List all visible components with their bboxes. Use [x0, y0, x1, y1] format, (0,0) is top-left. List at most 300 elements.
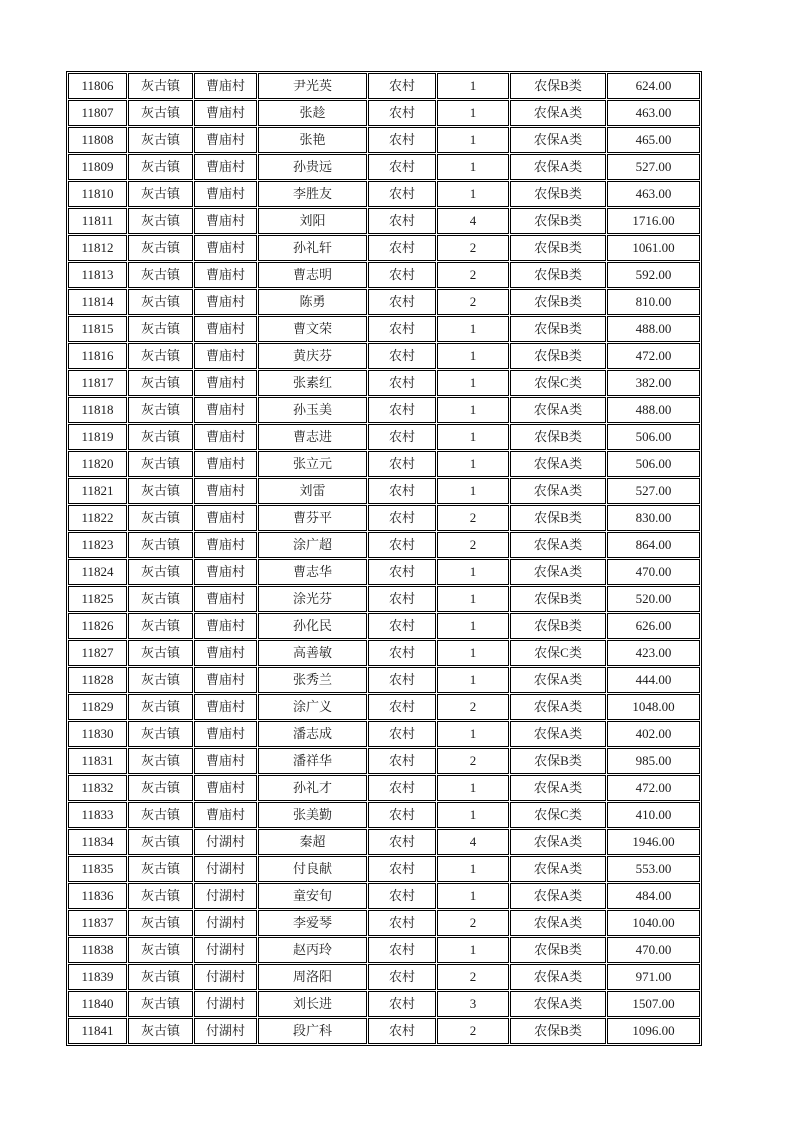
cell-record-id: 11816	[68, 343, 127, 369]
cell-person-name: 涂广超	[258, 532, 367, 558]
cell-record-id: 11822	[68, 505, 127, 531]
cell-amount: 488.00	[607, 397, 700, 423]
cell-residence-type: 农村	[368, 1018, 436, 1044]
cell-residence-type: 农村	[368, 883, 436, 909]
table-row	[68, 721, 700, 747]
cell-person-name: 潘志成	[258, 721, 367, 747]
cell-insurance-category: 农保C类	[510, 370, 606, 396]
cell-town: 灰古镇	[128, 883, 193, 909]
cell-person-count: 2	[437, 532, 509, 558]
cell-residence-type: 农村	[368, 316, 436, 342]
cell-village: 曹庙村	[194, 505, 257, 531]
cell-person-name: 孙化民	[258, 613, 367, 639]
cell-town: 灰古镇	[128, 721, 193, 747]
cell-person-name: 付良献	[258, 856, 367, 882]
cell-person-name: 潘祥华	[258, 748, 367, 774]
table-row	[68, 505, 700, 531]
cell-person-name: 涂光芬	[258, 586, 367, 612]
cell-town: 灰古镇	[128, 505, 193, 531]
cell-town: 灰古镇	[128, 559, 193, 585]
cell-residence-type: 农村	[368, 856, 436, 882]
cell-record-id: 11838	[68, 937, 127, 963]
cell-insurance-category: 农保A类	[510, 667, 606, 693]
table-row	[68, 370, 700, 396]
cell-record-id: 11813	[68, 262, 127, 288]
cell-village: 付湖村	[194, 829, 257, 855]
table-row	[68, 883, 700, 909]
cell-person-name: 张立元	[258, 451, 367, 477]
cell-person-name: 刘长进	[258, 991, 367, 1017]
cell-village: 曹庙村	[194, 154, 257, 180]
cell-village: 付湖村	[194, 883, 257, 909]
cell-insurance-category: 农保A类	[510, 829, 606, 855]
cell-insurance-category: 农保A类	[510, 910, 606, 936]
cell-person-name: 张秀兰	[258, 667, 367, 693]
cell-person-name: 涂广义	[258, 694, 367, 720]
table-row	[68, 154, 700, 180]
cell-person-name: 曹芬平	[258, 505, 367, 531]
cell-amount: 553.00	[607, 856, 700, 882]
table-row	[68, 667, 700, 693]
cell-insurance-category: 农保A类	[510, 397, 606, 423]
cell-person-count: 1	[437, 451, 509, 477]
cell-person-name: 黄庆芬	[258, 343, 367, 369]
table-row	[68, 100, 700, 126]
cell-amount: 1061.00	[607, 235, 700, 261]
cell-insurance-category: 农保B类	[510, 343, 606, 369]
table-row	[68, 775, 700, 801]
table-row	[68, 478, 700, 504]
cell-person-count: 2	[437, 910, 509, 936]
cell-person-name: 孙玉美	[258, 397, 367, 423]
cell-village: 曹庙村	[194, 289, 257, 315]
cell-record-id: 11825	[68, 586, 127, 612]
cell-amount: 472.00	[607, 775, 700, 801]
cell-amount: 463.00	[607, 100, 700, 126]
cell-amount: 520.00	[607, 586, 700, 612]
cell-village: 付湖村	[194, 856, 257, 882]
cell-town: 灰古镇	[128, 640, 193, 666]
cell-amount: 402.00	[607, 721, 700, 747]
cell-residence-type: 农村	[368, 424, 436, 450]
cell-amount: 465.00	[607, 127, 700, 153]
cell-record-id: 11826	[68, 613, 127, 639]
cell-person-name: 童安旬	[258, 883, 367, 909]
cell-insurance-category: 农保B类	[510, 748, 606, 774]
cell-village: 曹庙村	[194, 667, 257, 693]
table-row	[68, 1018, 700, 1044]
cell-person-count: 2	[437, 1018, 509, 1044]
cell-record-id: 11839	[68, 964, 127, 990]
cell-record-id: 11824	[68, 559, 127, 585]
cell-residence-type: 农村	[368, 991, 436, 1017]
cell-person-name: 段广科	[258, 1018, 367, 1044]
cell-person-name: 尹光英	[258, 73, 367, 99]
cell-residence-type: 农村	[368, 829, 436, 855]
cell-person-count: 1	[437, 154, 509, 180]
cell-residence-type: 农村	[368, 640, 436, 666]
cell-town: 灰古镇	[128, 154, 193, 180]
table-row	[68, 694, 700, 720]
cell-record-id: 11815	[68, 316, 127, 342]
cell-residence-type: 农村	[368, 667, 436, 693]
cell-town: 灰古镇	[128, 370, 193, 396]
cell-village: 曹庙村	[194, 343, 257, 369]
cell-insurance-category: 农保B类	[510, 613, 606, 639]
cell-person-name: 刘阳	[258, 208, 367, 234]
cell-record-id: 11823	[68, 532, 127, 558]
cell-person-count: 1	[437, 802, 509, 828]
cell-person-count: 1	[437, 856, 509, 882]
cell-record-id: 11837	[68, 910, 127, 936]
cell-person-count: 1	[437, 127, 509, 153]
cell-amount: 626.00	[607, 613, 700, 639]
cell-amount: 985.00	[607, 748, 700, 774]
cell-person-count: 3	[437, 991, 509, 1017]
cell-village: 付湖村	[194, 937, 257, 963]
cell-village: 曹庙村	[194, 181, 257, 207]
cell-residence-type: 农村	[368, 748, 436, 774]
cell-record-id: 11820	[68, 451, 127, 477]
table-row	[68, 343, 700, 369]
cell-person-name: 陈勇	[258, 289, 367, 315]
cell-town: 灰古镇	[128, 235, 193, 261]
cell-amount: 382.00	[607, 370, 700, 396]
table-row	[68, 586, 700, 612]
cell-town: 灰古镇	[128, 775, 193, 801]
cell-record-id: 11819	[68, 424, 127, 450]
cell-residence-type: 农村	[368, 532, 436, 558]
cell-residence-type: 农村	[368, 559, 436, 585]
cell-residence-type: 农村	[368, 694, 436, 720]
cell-insurance-category: 农保A类	[510, 100, 606, 126]
cell-insurance-category: 农保A类	[510, 559, 606, 585]
cell-insurance-category: 农保A类	[510, 154, 606, 180]
cell-insurance-category: 农保B类	[510, 505, 606, 531]
table-row	[68, 208, 700, 234]
cell-person-name: 高善敏	[258, 640, 367, 666]
cell-record-id: 11812	[68, 235, 127, 261]
cell-residence-type: 农村	[368, 802, 436, 828]
cell-amount: 1946.00	[607, 829, 700, 855]
cell-person-count: 1	[437, 424, 509, 450]
cell-amount: 463.00	[607, 181, 700, 207]
cell-person-count: 1	[437, 667, 509, 693]
table-row	[68, 991, 700, 1017]
cell-record-id: 11814	[68, 289, 127, 315]
cell-village: 曹庙村	[194, 424, 257, 450]
cell-person-name: 张素红	[258, 370, 367, 396]
table-row	[68, 127, 700, 153]
cell-person-count: 2	[437, 964, 509, 990]
cell-residence-type: 农村	[368, 964, 436, 990]
cell-amount: 444.00	[607, 667, 700, 693]
cell-town: 灰古镇	[128, 667, 193, 693]
cell-person-count: 1	[437, 343, 509, 369]
cell-record-id: 11808	[68, 127, 127, 153]
cell-village: 曹庙村	[194, 478, 257, 504]
cell-amount: 1507.00	[607, 991, 700, 1017]
cell-residence-type: 农村	[368, 73, 436, 99]
table-row	[68, 802, 700, 828]
table-row	[68, 424, 700, 450]
cell-insurance-category: 农保A类	[510, 991, 606, 1017]
cell-village: 曹庙村	[194, 559, 257, 585]
cell-amount: 484.00	[607, 883, 700, 909]
cell-record-id: 11833	[68, 802, 127, 828]
cell-insurance-category: 农保B类	[510, 586, 606, 612]
cell-town: 灰古镇	[128, 100, 193, 126]
cell-village: 曹庙村	[194, 802, 257, 828]
cell-residence-type: 农村	[368, 154, 436, 180]
cell-record-id: 11829	[68, 694, 127, 720]
table-row	[68, 856, 700, 882]
cell-record-id: 11836	[68, 883, 127, 909]
cell-village: 付湖村	[194, 991, 257, 1017]
cell-amount: 864.00	[607, 532, 700, 558]
cell-record-id: 11832	[68, 775, 127, 801]
cell-residence-type: 农村	[368, 478, 436, 504]
cell-residence-type: 农村	[368, 937, 436, 963]
cell-person-count: 1	[437, 721, 509, 747]
cell-residence-type: 农村	[368, 451, 436, 477]
cell-town: 灰古镇	[128, 181, 193, 207]
cell-town: 灰古镇	[128, 829, 193, 855]
cell-amount: 624.00	[607, 73, 700, 99]
cell-amount: 506.00	[607, 424, 700, 450]
cell-town: 灰古镇	[128, 73, 193, 99]
cell-person-name: 曹志进	[258, 424, 367, 450]
cell-residence-type: 农村	[368, 721, 436, 747]
cell-residence-type: 农村	[368, 208, 436, 234]
cell-record-id: 11809	[68, 154, 127, 180]
cell-town: 灰古镇	[128, 343, 193, 369]
cell-record-id: 11831	[68, 748, 127, 774]
cell-insurance-category: 农保A类	[510, 856, 606, 882]
cell-village: 曹庙村	[194, 613, 257, 639]
cell-person-name: 张趁	[258, 100, 367, 126]
cell-town: 灰古镇	[128, 424, 193, 450]
cell-insurance-category: 农保B类	[510, 424, 606, 450]
cell-town: 灰古镇	[128, 991, 193, 1017]
table-row	[68, 829, 700, 855]
cell-amount: 810.00	[607, 289, 700, 315]
cell-insurance-category: 农保A类	[510, 964, 606, 990]
cell-insurance-category: 农保B类	[510, 316, 606, 342]
cell-record-id: 11830	[68, 721, 127, 747]
cell-amount: 1040.00	[607, 910, 700, 936]
cell-residence-type: 农村	[368, 397, 436, 423]
table-row	[68, 235, 700, 261]
cell-amount: 472.00	[607, 343, 700, 369]
cell-town: 灰古镇	[128, 208, 193, 234]
cell-person-name: 曹志华	[258, 559, 367, 585]
table-row	[68, 937, 700, 963]
cell-record-id: 11817	[68, 370, 127, 396]
cell-person-count: 1	[437, 370, 509, 396]
cell-person-count: 2	[437, 505, 509, 531]
cell-village: 曹庙村	[194, 370, 257, 396]
table-row	[68, 316, 700, 342]
cell-record-id: 11840	[68, 991, 127, 1017]
table-row	[68, 748, 700, 774]
cell-village: 曹庙村	[194, 532, 257, 558]
cell-record-id: 11810	[68, 181, 127, 207]
cell-village: 曹庙村	[194, 127, 257, 153]
cell-amount: 410.00	[607, 802, 700, 828]
table-row	[68, 640, 700, 666]
table-row	[68, 262, 700, 288]
table-row	[68, 73, 700, 99]
cell-record-id: 11835	[68, 856, 127, 882]
cell-person-name: 孙贵远	[258, 154, 367, 180]
cell-amount: 1048.00	[607, 694, 700, 720]
cell-insurance-category: 农保A类	[510, 883, 606, 909]
table-row	[68, 397, 700, 423]
cell-insurance-category: 农保B类	[510, 1018, 606, 1044]
cell-person-name: 张美勤	[258, 802, 367, 828]
cell-village: 付湖村	[194, 964, 257, 990]
cell-person-name: 李爱琴	[258, 910, 367, 936]
cell-insurance-category: 农保A类	[510, 451, 606, 477]
cell-village: 曹庙村	[194, 316, 257, 342]
cell-town: 灰古镇	[128, 1018, 193, 1044]
cell-amount: 488.00	[607, 316, 700, 342]
cell-town: 灰古镇	[128, 262, 193, 288]
cell-person-count: 2	[437, 748, 509, 774]
cell-amount: 470.00	[607, 559, 700, 585]
cell-person-count: 1	[437, 640, 509, 666]
cell-insurance-category: 农保B类	[510, 235, 606, 261]
cell-village: 曹庙村	[194, 235, 257, 261]
cell-town: 灰古镇	[128, 532, 193, 558]
cell-amount: 423.00	[607, 640, 700, 666]
table-row	[68, 451, 700, 477]
cell-record-id: 11807	[68, 100, 127, 126]
cell-amount: 527.00	[607, 154, 700, 180]
cell-person-count: 1	[437, 883, 509, 909]
cell-person-count: 2	[437, 289, 509, 315]
cell-village: 曹庙村	[194, 208, 257, 234]
cell-insurance-category: 农保B类	[510, 937, 606, 963]
cell-town: 灰古镇	[128, 694, 193, 720]
cell-town: 灰古镇	[128, 910, 193, 936]
cell-town: 灰古镇	[128, 586, 193, 612]
cell-residence-type: 农村	[368, 613, 436, 639]
cell-record-id: 11821	[68, 478, 127, 504]
cell-residence-type: 农村	[368, 586, 436, 612]
cell-record-id: 11806	[68, 73, 127, 99]
cell-amount: 527.00	[607, 478, 700, 504]
cell-record-id: 11827	[68, 640, 127, 666]
cell-town: 灰古镇	[128, 856, 193, 882]
cell-village: 曹庙村	[194, 100, 257, 126]
cell-person-count: 1	[437, 100, 509, 126]
cell-person-count: 1	[437, 478, 509, 504]
cell-person-count: 2	[437, 694, 509, 720]
cell-person-name: 张艳	[258, 127, 367, 153]
cell-residence-type: 农村	[368, 127, 436, 153]
cell-insurance-category: 农保A类	[510, 478, 606, 504]
cell-amount: 592.00	[607, 262, 700, 288]
cell-village: 曹庙村	[194, 775, 257, 801]
cell-town: 灰古镇	[128, 937, 193, 963]
cell-insurance-category: 农保A类	[510, 721, 606, 747]
cell-person-name: 孙礼才	[258, 775, 367, 801]
cell-town: 灰古镇	[128, 748, 193, 774]
table-row	[68, 181, 700, 207]
cell-insurance-category: 农保B类	[510, 262, 606, 288]
cell-residence-type: 农村	[368, 343, 436, 369]
cell-person-count: 1	[437, 586, 509, 612]
cell-village: 曹庙村	[194, 721, 257, 747]
cell-town: 灰古镇	[128, 289, 193, 315]
cell-person-count: 1	[437, 937, 509, 963]
table-row	[68, 289, 700, 315]
cell-village: 曹庙村	[194, 640, 257, 666]
cell-person-name: 李胜友	[258, 181, 367, 207]
table-body	[68, 73, 700, 1044]
cell-insurance-category: 农保B类	[510, 289, 606, 315]
cell-person-count: 1	[437, 181, 509, 207]
cell-insurance-category: 农保A类	[510, 532, 606, 558]
cell-residence-type: 农村	[368, 100, 436, 126]
cell-village: 曹庙村	[194, 262, 257, 288]
cell-amount: 1096.00	[607, 1018, 700, 1044]
cell-insurance-category: 农保A类	[510, 694, 606, 720]
cell-person-name: 周洛阳	[258, 964, 367, 990]
cell-insurance-category: 农保A类	[510, 775, 606, 801]
cell-person-name: 刘雷	[258, 478, 367, 504]
cell-person-count: 2	[437, 235, 509, 261]
cell-insurance-category: 农保C类	[510, 640, 606, 666]
cell-residence-type: 农村	[368, 775, 436, 801]
cell-person-name: 孙礼轩	[258, 235, 367, 261]
cell-residence-type: 农村	[368, 289, 436, 315]
cell-person-name: 赵丙玲	[258, 937, 367, 963]
cell-amount: 830.00	[607, 505, 700, 531]
cell-amount: 1716.00	[607, 208, 700, 234]
cell-town: 灰古镇	[128, 127, 193, 153]
cell-insurance-category: 农保B类	[510, 73, 606, 99]
cell-village: 曹庙村	[194, 748, 257, 774]
cell-person-count: 4	[437, 829, 509, 855]
cell-town: 灰古镇	[128, 478, 193, 504]
cell-village: 曹庙村	[194, 73, 257, 99]
cell-town: 灰古镇	[128, 316, 193, 342]
cell-insurance-category: 农保B类	[510, 181, 606, 207]
cell-town: 灰古镇	[128, 397, 193, 423]
cell-village: 曹庙村	[194, 451, 257, 477]
table-row	[68, 532, 700, 558]
cell-insurance-category: 农保A类	[510, 127, 606, 153]
cell-person-name: 秦超	[258, 829, 367, 855]
cell-town: 灰古镇	[128, 613, 193, 639]
cell-town: 灰古镇	[128, 451, 193, 477]
table-row	[68, 910, 700, 936]
cell-town: 灰古镇	[128, 802, 193, 828]
cell-record-id: 11841	[68, 1018, 127, 1044]
cell-insurance-category: 农保C类	[510, 802, 606, 828]
cell-person-name: 曹文荣	[258, 316, 367, 342]
cell-person-count: 1	[437, 316, 509, 342]
cell-amount: 470.00	[607, 937, 700, 963]
table-row	[68, 559, 700, 585]
cell-village: 付湖村	[194, 910, 257, 936]
cell-town: 灰古镇	[128, 964, 193, 990]
cell-record-id: 11834	[68, 829, 127, 855]
cell-record-id: 11828	[68, 667, 127, 693]
